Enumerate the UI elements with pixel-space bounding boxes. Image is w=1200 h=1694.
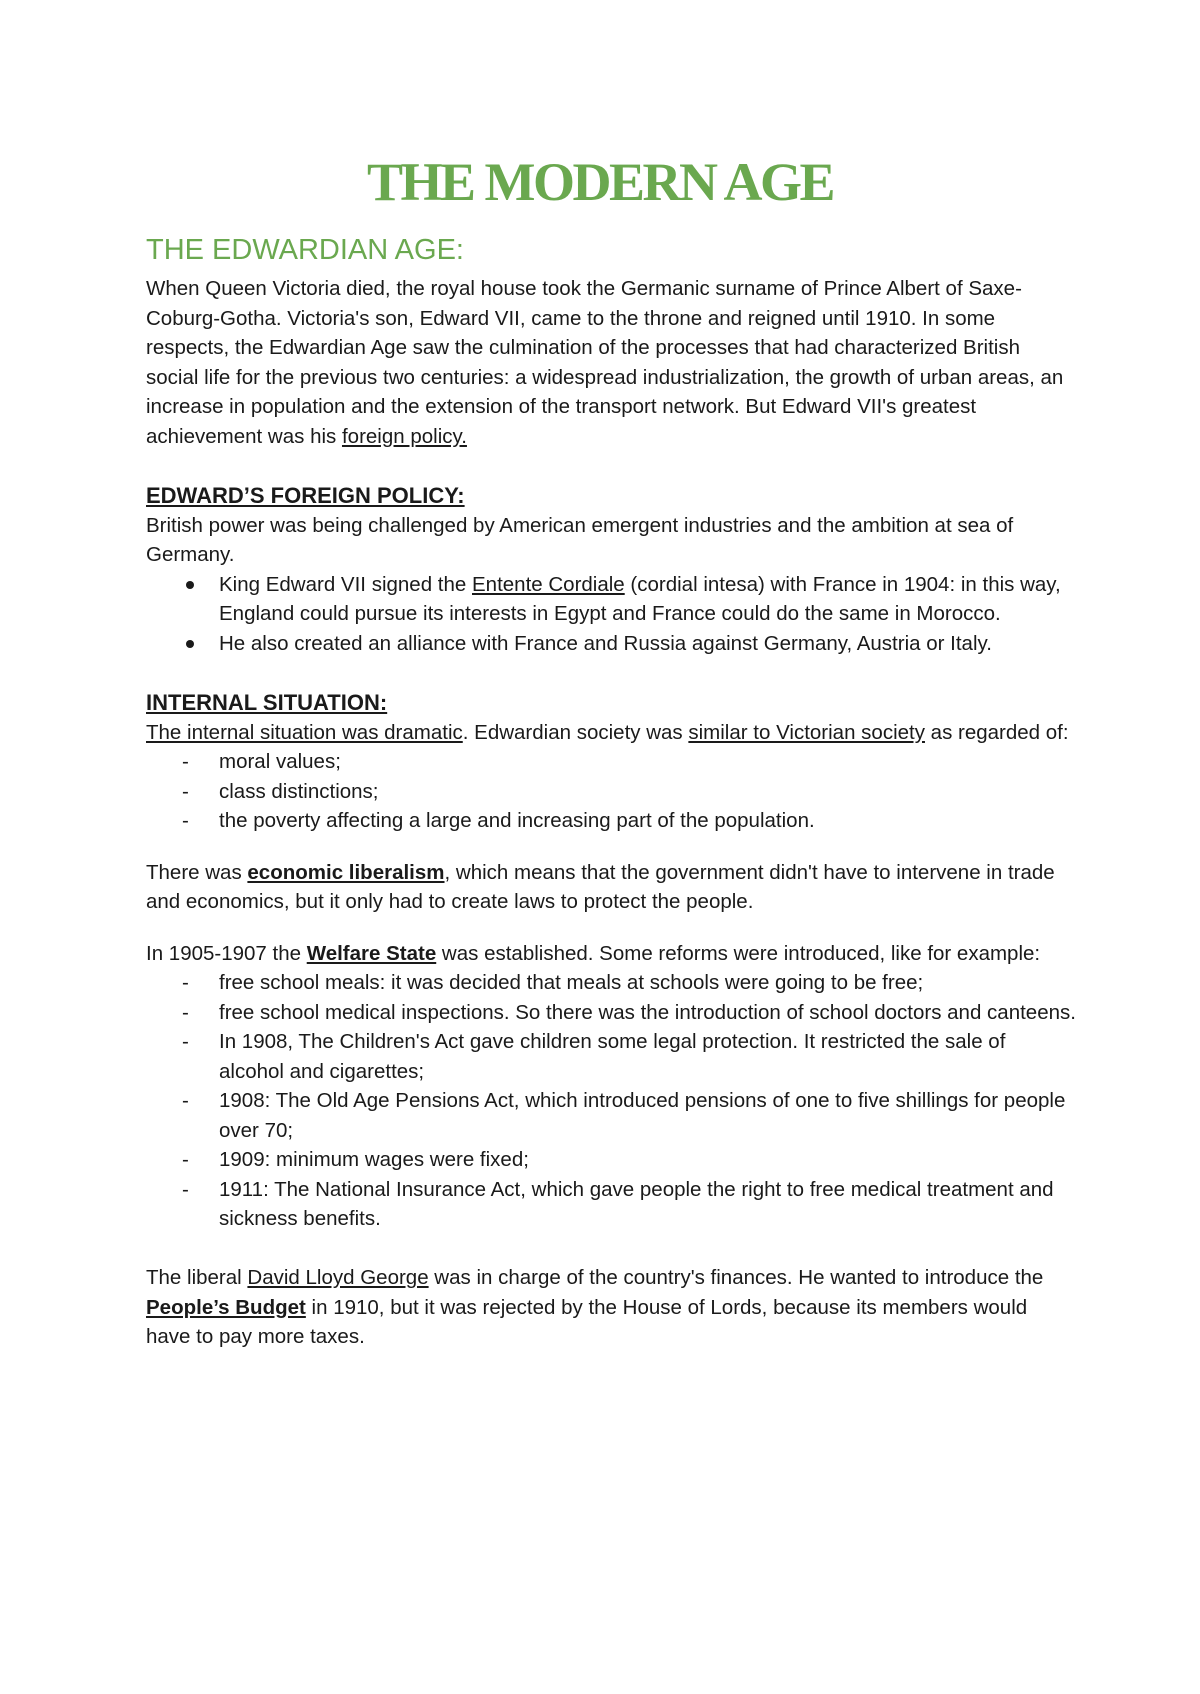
list-item: - free school meals: it was decided that meals at schools were going to be free; (146, 968, 1076, 998)
list-item: - the poverty affecting a large and increasing part of the population. (146, 806, 1076, 836)
dash-marker: - (182, 971, 189, 994)
edwardian-paragraph (146, 274, 1076, 451)
list-item: - 1909: minimum wages were fixed; (146, 1145, 1076, 1175)
dash-marker: - (182, 1000, 189, 1024)
list-item: He also created an alliance with France and Russia against Germany, Austria or Italy. (146, 629, 1076, 659)
entente-cordiale-underlined: Entente Cordiale (472, 572, 625, 596)
underlined-text: similar to Victorian society (688, 720, 925, 744)
list-item: - class distinctions; (146, 777, 1076, 807)
foreign-policy-intro: British power was being challenged by American emergent industries and the ambition at sea of Germany. (146, 513, 1014, 566)
internal-situation-heading: INTERNAL SITUATION: (146, 689, 388, 715)
dash-marker: - (182, 1148, 189, 1171)
welfare-state-term: Welfare State (306, 941, 437, 965)
bullet-icon (186, 581, 194, 589)
budget-paragraph: The liberal David Lloyd George was in charge of the country's finances. He wanted to introduce the People’s Budget in 1910, but it was rejected by the House of Lords, because its members would have to pay more taxes. (146, 1266, 1044, 1348)
list-item: - In 1908, The Children's Act gave children some legal protection. It restricted the sale of alcohol and cigarettes; (146, 1027, 1076, 1086)
society-list (146, 747, 1076, 836)
dash-marker: - (182, 1177, 189, 1201)
page-title: THE MODERN AGE (366, 152, 834, 212)
liberalism-paragraph: There was economic liberalism, which means that the government didn't have to intervene in trade and economics, but it only had to create laws to protect the people. (146, 860, 1055, 913)
list-item: - free school medical inspections. So there was the introduction of school doctors and canteens. (146, 998, 1076, 1028)
foreign-policy-underlined: foreign policy. (341, 424, 467, 448)
paragraph-text: When Queen Victoria died, the royal house took the Germanic surname of Prince Albert of Saxe-Coburg-Gotha. Victoria's son, Edward VII, came to the throne and reigned until 1910. In some respects, the Edwardian Age saw the culmination of the processes that had characterized British social life for the previous two centuries: a widespread industrialization, the growth of urban areas, an increase in population and the extension of the transport network. But Edward VII's greatest achievement was his (146, 277, 1064, 448)
internal-paragraph: The internal situation was dramatic. Edwardian society was similar to Victorian society as regarded of: (146, 720, 1069, 744)
dash-marker: - (182, 779, 189, 803)
peoples-budget-term: People’s Budget (146, 1295, 306, 1319)
reforms-list (146, 968, 1076, 1234)
lloyd-george-underlined: David Lloyd George (247, 1266, 429, 1289)
list-item: - 1911: The National Insurance Act, which gave people the right to free medical treatment and sickness benefits. (146, 1175, 1076, 1234)
dash-marker: - (182, 1030, 189, 1053)
dash-marker: - (182, 809, 189, 832)
list-item: King Edward VII signed the Entente Cordiale (cordial intesa) with France in 1904: in this way, England could pursue its interests in Egypt and France could do the same in Morocco. (146, 570, 1076, 629)
bullet-icon (186, 640, 194, 648)
foreign-policy-heading: EDWARD’S FOREIGN POLICY: (146, 482, 465, 508)
economic-liberalism-term: economic liberalism (247, 860, 445, 884)
dash-marker: - (182, 750, 189, 773)
document-body (146, 232, 1076, 1352)
edwardian-age-heading: THE EDWARDIAN AGE: (146, 234, 464, 266)
list-item: - 1908: The Old Age Pensions Act, which introduced pensions of one to five shillings for people over 70; (146, 1086, 1076, 1145)
welfare-paragraph: In 1905-1907 the Welfare State was established. Some reforms were introduced, like for example: (146, 941, 1041, 965)
foreign-policy-list (146, 570, 1076, 659)
dash-marker: - (182, 1089, 189, 1112)
list-item: - moral values; (146, 747, 1076, 777)
underlined-text: The internal situation was dramatic (146, 720, 463, 744)
